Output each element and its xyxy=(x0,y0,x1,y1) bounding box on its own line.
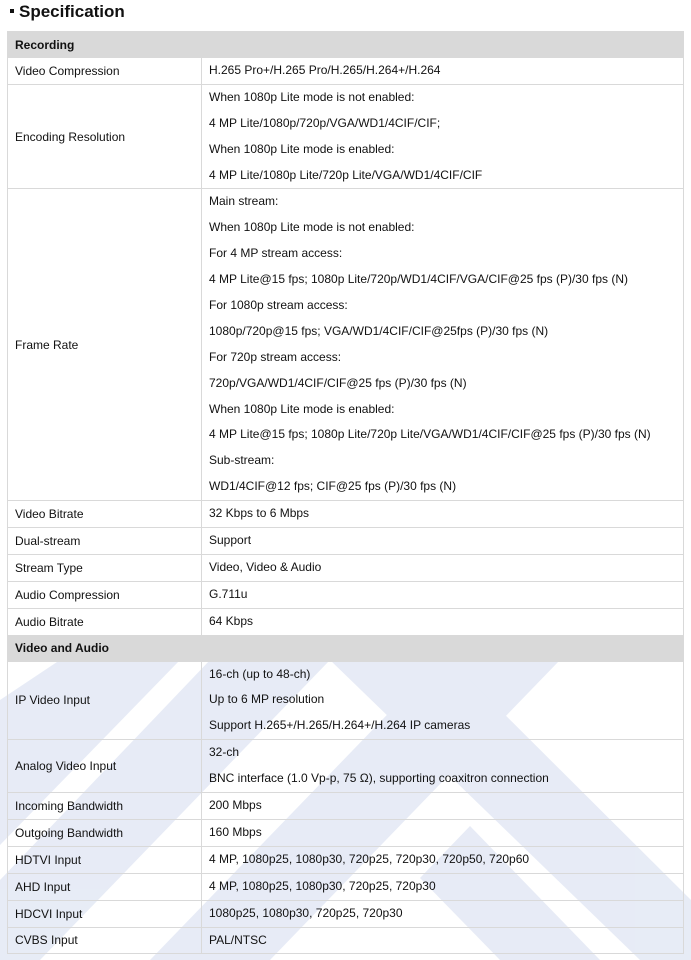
spec-value-line: Up to 6 MP resolution xyxy=(209,692,325,707)
spec-value-line: 32-ch xyxy=(209,745,240,760)
spec-value xyxy=(202,661,684,740)
spec-label: Outgoing Bandwidth xyxy=(8,819,202,846)
spec-value-line: 16-ch (up to 48-ch) xyxy=(209,666,311,681)
spec-label: Incoming Bandwidth xyxy=(8,793,202,820)
spec-value xyxy=(202,528,684,555)
spec-value-line: PAL/NTSC xyxy=(209,932,267,947)
spec-value xyxy=(202,501,684,528)
specification-table-body xyxy=(8,32,684,954)
spec-label: Audio Bitrate xyxy=(8,608,202,635)
table-row xyxy=(8,554,684,581)
spec-value-line: 4 MP Lite/1080p Lite/720p Lite/VGA/WD1/4CIF/CIF xyxy=(209,167,483,182)
spec-value-line: 4 MP Lite@15 fps; 1080p Lite/720p/WD1/4CIF/VGA/CIF@25 fps (P)/30 fps (N) xyxy=(209,272,628,287)
spec-value-line: Main stream: xyxy=(209,194,279,209)
spec-value-line: H.265 Pro+/H.265 Pro/H.265/H.264+/H.264 xyxy=(209,63,441,77)
table-row xyxy=(8,581,684,608)
spec-value xyxy=(202,873,684,900)
bullet-icon xyxy=(10,9,14,13)
spec-value-line: Support H.265+/H.265/H.264+/H.264 IP cameras xyxy=(209,718,471,733)
spec-label: IP Video Input xyxy=(8,661,202,740)
table-row xyxy=(8,189,684,501)
spec-value-line: 1080p/720p@15 fps; VGA/WD1/4CIF/CIF@25fps (P)/30 fps (N) xyxy=(209,323,549,338)
spec-label: Video Bitrate xyxy=(8,501,202,528)
spec-value xyxy=(202,189,684,501)
spec-value-line: 4 MP Lite@15 fps; 1080p Lite/720p Lite/VGA/WD1/4CIF/CIF@25 fps (P)/30 fps (N) xyxy=(209,427,651,442)
table-row xyxy=(8,84,684,189)
spec-value xyxy=(202,608,684,635)
spec-value xyxy=(202,793,684,820)
section-header-row xyxy=(8,32,684,58)
table-row xyxy=(8,501,684,528)
table-row xyxy=(8,793,684,820)
table-row xyxy=(8,900,684,927)
spec-value-line: When 1080p Lite mode is not enabled: xyxy=(209,220,415,235)
spec-label: Audio Compression xyxy=(8,581,202,608)
table-row xyxy=(8,819,684,846)
spec-value-line: When 1080p Lite mode is enabled: xyxy=(209,141,395,156)
spec-value-line: G.711u xyxy=(209,586,248,601)
table-row xyxy=(8,58,684,85)
spec-value xyxy=(202,927,684,954)
spec-label: HDTVI Input xyxy=(8,846,202,873)
spec-value-line: 4 MP Lite/1080p/720p/VGA/WD1/4CIF/CIF; xyxy=(209,115,441,130)
spec-value-line: When 1080p Lite mode is enabled: xyxy=(209,401,395,416)
table-row xyxy=(8,661,684,740)
spec-value-line: For 720p stream access: xyxy=(209,349,342,364)
table-row xyxy=(8,846,684,873)
table-row xyxy=(8,740,684,793)
table-row xyxy=(8,873,684,900)
spec-label: CVBS Input xyxy=(8,927,202,954)
spec-value-line: Video, Video & Audio xyxy=(209,559,322,574)
section-heading: Recording xyxy=(8,32,684,58)
spec-value-line: 1080p25, 1080p30, 720p25, 720p30 xyxy=(209,905,403,920)
spec-value-line: BNC interface (1.0 Vp-p, 75 Ω), supporting coaxitron connection xyxy=(209,771,549,786)
spec-value xyxy=(202,554,684,581)
spec-value xyxy=(202,581,684,608)
spec-label: AHD Input xyxy=(8,873,202,900)
spec-label: Dual-stream xyxy=(8,528,202,555)
spec-value-line: For 4 MP stream access: xyxy=(209,246,343,261)
specification-table xyxy=(7,31,684,954)
spec-value-line: 200 Mbps xyxy=(209,798,262,813)
spec-value-line: Support xyxy=(209,533,252,548)
table-row xyxy=(8,608,684,635)
spec-label: Stream Type xyxy=(8,554,202,581)
spec-value xyxy=(202,900,684,927)
spec-value xyxy=(202,84,684,189)
spec-value-line: WD1/4CIF@12 fps; CIF@25 fps (P)/30 fps (N) xyxy=(209,479,457,494)
spec-value-line: 32 Kbps to 6 Mbps xyxy=(209,506,310,521)
spec-value-line: 720p/VGA/WD1/4CIF/CIF@25 fps (P)/30 fps (N) xyxy=(209,375,467,390)
page-title xyxy=(10,0,125,24)
spec-value xyxy=(202,846,684,873)
spec-value-line: 4 MP, 1080p25, 1080p30, 720p25, 720p30, 720p50, 720p60 xyxy=(209,851,530,866)
spec-value-line: Sub-stream: xyxy=(209,453,275,468)
spec-label: Encoding Resolution xyxy=(8,84,202,189)
spec-value-line: 160 Mbps xyxy=(209,824,262,839)
page-title-text: Specification xyxy=(19,2,125,21)
section-header-row xyxy=(8,635,684,661)
spec-value-line: For 1080p stream access: xyxy=(209,298,348,313)
spec-label: Video Compression xyxy=(8,58,202,85)
spec-value-line: When 1080p Lite mode is not enabled: xyxy=(209,89,415,104)
spec-label: HDCVI Input xyxy=(8,900,202,927)
table-row xyxy=(8,528,684,555)
spec-label: Analog Video Input xyxy=(8,740,202,793)
spec-value xyxy=(202,819,684,846)
spec-label: Frame Rate xyxy=(8,189,202,501)
spec-value-line: 4 MP, 1080p25, 1080p30, 720p25, 720p30 xyxy=(209,878,436,893)
spec-value-line: 64 Kbps xyxy=(209,613,254,628)
spec-value xyxy=(202,58,684,85)
spec-value xyxy=(202,740,684,793)
table-row xyxy=(8,927,684,954)
section-heading: Video and Audio xyxy=(8,635,684,661)
